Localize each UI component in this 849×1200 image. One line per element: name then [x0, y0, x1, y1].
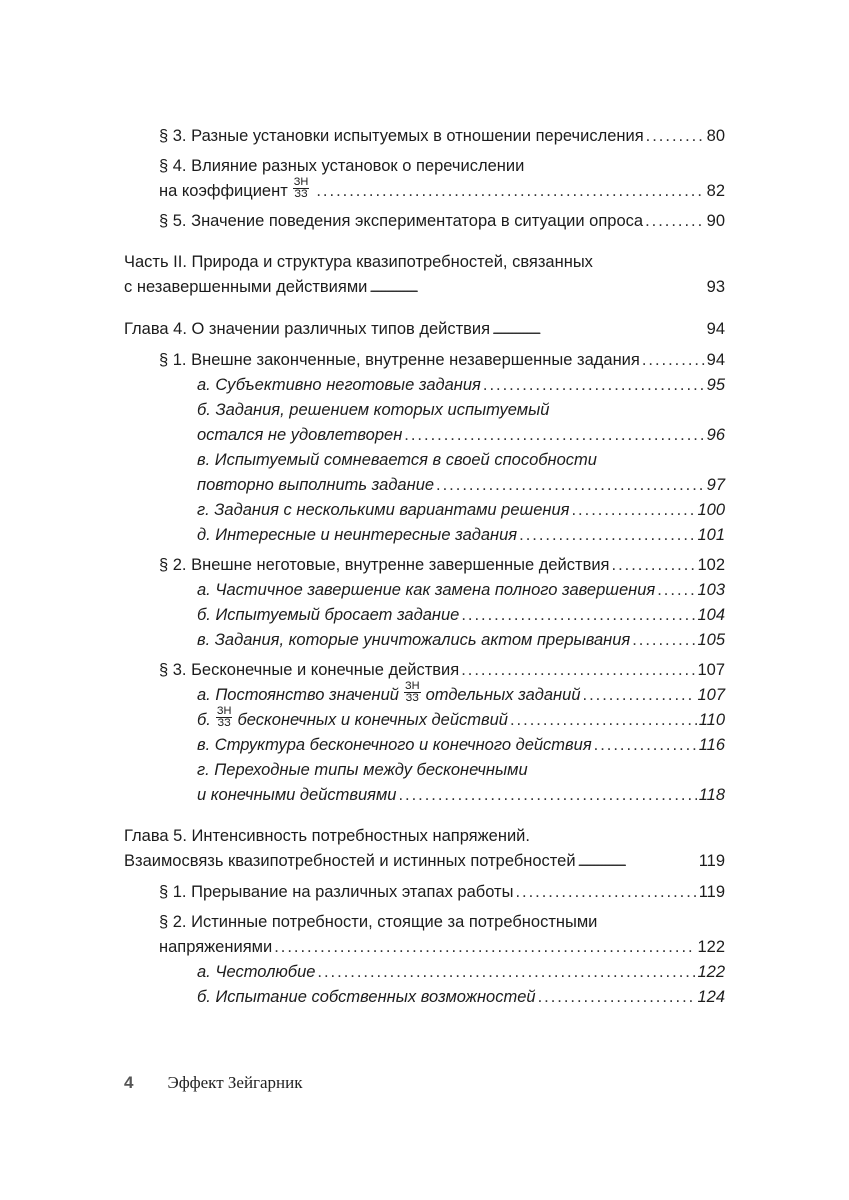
- toc-entry: [124, 523, 725, 548]
- toc-entry-title-part: а. Постоянство значений: [197, 686, 399, 704]
- fraction-numerator: ЗН: [216, 705, 232, 718]
- fraction-denominator: ЗЗ: [294, 188, 308, 201]
- dot-leader: [632, 628, 695, 653]
- toc-entry-title: [159, 176, 314, 204]
- toc-entry-page: 104: [697, 606, 725, 624]
- toc-entry-title: § 1. Прерывание на различных этапах работы: [159, 883, 514, 901]
- toc-entry-page: 90: [706, 212, 725, 230]
- toc-entry: [124, 985, 725, 1010]
- toc-entry: [124, 824, 725, 875]
- toc-entry-page: 94: [706, 320, 725, 338]
- toc-entry-title: г. Задания с несколькими вариантами решения: [197, 501, 570, 519]
- running-title: Эффект Зейгарник: [167, 1073, 303, 1092]
- fraction-formula: [216, 706, 233, 729]
- dot-leader: [519, 523, 695, 548]
- toc-entry-page: 102: [697, 556, 725, 574]
- toc-entry-title: Глава 4. О значении различных типов действия: [124, 320, 491, 338]
- toc-entry: [124, 880, 725, 905]
- toc-entry-page: 116: [698, 736, 725, 754]
- toc-entry-title: а. Честолюбие: [197, 963, 316, 981]
- toc-entry-title: б. Испытуемый бросает задание: [197, 606, 460, 624]
- dot-leader: [612, 553, 696, 578]
- toc-entry-title: [197, 680, 581, 708]
- toc-entry-title: [197, 705, 508, 733]
- toc-entry-page: 119: [698, 852, 725, 870]
- toc-entry-page: 122: [697, 938, 725, 956]
- toc-entry: [124, 398, 725, 448]
- toc-entry-page: 119: [698, 883, 725, 901]
- toc-entry: [124, 373, 725, 398]
- toc-entry-page: 80: [706, 127, 725, 145]
- fraction-numerator: ЗН: [404, 680, 420, 693]
- toc-entry: [124, 758, 725, 808]
- toc-entry-title: Взаимосвязь квазипотребностей и истинных потребностей: [124, 852, 576, 870]
- dot-leader: [461, 603, 695, 628]
- toc-entry-title: § 2. Внешне неготовые, внутренне завершенные действия: [159, 556, 610, 574]
- toc-entry-page: 118: [698, 786, 725, 804]
- dot-leader: [492, 317, 705, 343]
- toc-entry-title: Глава 5. Интенсивность потребностных напряжений.: [124, 827, 530, 845]
- dot-leader: [646, 124, 705, 149]
- dot-leader: [404, 423, 704, 448]
- dot-leader: [317, 960, 695, 985]
- toc-entry-title: б. Задания, решением которых испытуемый: [197, 401, 550, 419]
- toc-entry: [124, 553, 725, 578]
- toc-entry-title-part: бесконечных и конечных действий: [237, 711, 508, 729]
- toc-entry-title: § 4. Влияние разных установок о перечислении: [159, 157, 525, 175]
- toc-entry-title: в. Структура бесконечного и конечного действия: [197, 736, 592, 754]
- fraction-numerator: ЗН: [293, 176, 309, 189]
- toc-entry-page: 94: [706, 351, 725, 369]
- dot-leader: [571, 498, 695, 523]
- dot-leader: [274, 935, 695, 960]
- toc-entry: [124, 209, 725, 234]
- toc-entry: [124, 603, 725, 628]
- dot-leader: [657, 578, 695, 603]
- dot-leader: [510, 708, 697, 733]
- toc-entry-title: § 5. Значение поведения экспериментатора в ситуации опроса: [159, 212, 644, 230]
- toc-entry-page: 95: [706, 376, 725, 394]
- toc-entry-title: б. Испытание собственных возможностей: [197, 988, 536, 1006]
- toc-entry-title-part: отдельных заданий: [425, 686, 581, 704]
- toc-entry: [124, 680, 725, 708]
- dot-leader: [461, 658, 695, 683]
- toc-entry-page: 103: [697, 581, 725, 599]
- dot-leader: [594, 733, 697, 758]
- dot-leader: [316, 179, 704, 204]
- toc-entry-title: и конечными действиями: [197, 786, 397, 804]
- toc-entry-page: 105: [697, 631, 725, 649]
- toc-entry: [124, 960, 725, 985]
- dot-leader: [578, 849, 697, 875]
- toc-entry-title: в. Задания, которые уничтожались актом прерывания: [197, 631, 631, 649]
- toc-entry: [124, 250, 725, 301]
- toc-entry-page: 110: [698, 711, 725, 729]
- toc-entry-page: 107: [697, 661, 725, 679]
- toc-entry-page: 122: [697, 963, 725, 981]
- dot-leader: [642, 348, 705, 373]
- toc-entry-page: 96: [706, 426, 725, 444]
- dot-leader: [369, 275, 704, 301]
- toc-entry-title: Часть II. Природа и структура квазипотребностей, связанных: [124, 253, 593, 271]
- toc-entry-title: остался не удовлетворен: [197, 426, 403, 444]
- dot-leader: [538, 985, 696, 1010]
- toc-entry: [124, 628, 725, 653]
- toc-entry-title: г. Переходные типы между бесконечными: [197, 761, 528, 779]
- toc-entry: [124, 498, 725, 523]
- toc-entry-title-part: на коэффициент: [159, 182, 288, 200]
- toc-entry: [124, 317, 725, 343]
- toc-entry: [124, 448, 725, 498]
- toc-entry-title: повторно выполнить задание: [197, 476, 435, 494]
- fraction-formula: [293, 177, 310, 200]
- toc-entry: [124, 578, 725, 603]
- toc-entry: [124, 733, 725, 758]
- dot-leader: [583, 683, 696, 708]
- toc-entry-title: с незавершенными действиями: [124, 278, 368, 296]
- dot-leader: [645, 209, 705, 234]
- toc-entry-title: § 3. Бесконечные и конечные действия: [159, 661, 460, 679]
- toc-entry-page: 100: [697, 501, 725, 519]
- dot-leader: [515, 880, 696, 905]
- toc-entry-title: а. Частичное завершение как замена полного завершения: [197, 581, 656, 599]
- toc-entry-page: 107: [697, 686, 725, 704]
- toc-entry: [124, 348, 725, 373]
- dot-leader: [483, 373, 705, 398]
- page-number: 4: [124, 1073, 134, 1092]
- dot-leader: [398, 783, 696, 808]
- toc-entry-page: 97: [706, 476, 725, 494]
- toc-entry-title: а. Субъективно неготовые задания: [197, 376, 481, 394]
- table-of-contents: [124, 124, 725, 1010]
- toc-entry: [124, 154, 725, 204]
- page-footer: [124, 1073, 303, 1093]
- dot-leader: [436, 473, 705, 498]
- fraction-denominator: ЗЗ: [405, 692, 419, 705]
- toc-entry-title: § 3. Разные установки испытуемых в отношении перечисления: [159, 127, 644, 145]
- toc-entry-title: в. Испытуемый сомневается в своей способности: [197, 451, 597, 469]
- fraction-formula: [404, 681, 421, 704]
- toc-entry-page: 124: [697, 988, 725, 1006]
- toc-entry-title: напряжениями: [159, 938, 273, 956]
- toc-entry-page: 101: [697, 526, 725, 544]
- toc-entry-title: § 1. Внешне законченные, внутренне незавершенные задания: [159, 351, 640, 369]
- toc-entry: [124, 910, 725, 960]
- toc-entry-title: § 2. Истинные потребности, стоящие за потребностными: [159, 913, 598, 931]
- toc-entry: [124, 124, 725, 149]
- toc-entry-page: 82: [706, 182, 725, 200]
- toc-entry-title: д. Интересные и неинтересные задания: [197, 526, 518, 544]
- toc-entry-title-part: б.: [197, 711, 211, 729]
- toc-entry: [124, 658, 725, 683]
- fraction-denominator: ЗЗ: [217, 717, 231, 730]
- toc-entry: [124, 705, 725, 733]
- toc-entry-page: 93: [706, 278, 725, 296]
